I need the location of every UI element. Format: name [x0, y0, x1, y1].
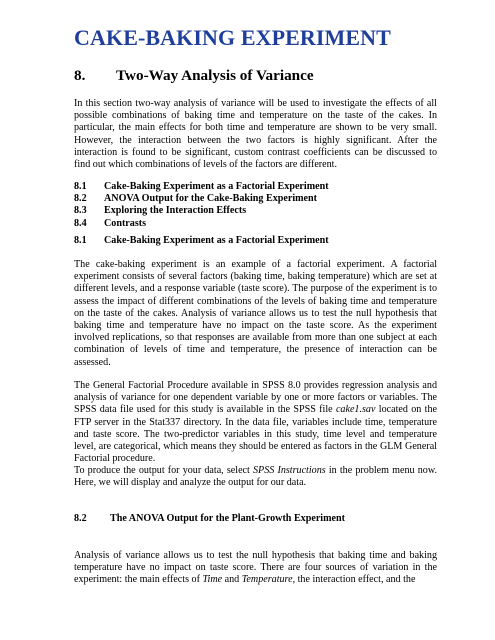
document-title: CAKE-BAKING EXPERIMENT — [74, 25, 391, 50]
term-time: Time — [202, 574, 223, 586]
subsection-heading-8-1: 8.1 Cake-Baking Experiment as a Factorial Experiment — [74, 235, 329, 246]
subsection-8-2-paragraph-1: Analysis of variance allows us to test the null hypothesis that baking time and baking temperature have no impact on taste score. There are four sources of variation in the experiment: the main effects of Time and Temperature, the interaction effect, and the — [74, 550, 437, 586]
term-temperature: Temperature — [241, 574, 293, 586]
subsection-8-1-paragraph-3: To produce the output for your data, select SPSS Instructions in the problem menu now. Here, we will display and analyze the output for our data. — [74, 465, 437, 489]
section-title: Two-Way Analysis of Variance — [116, 67, 314, 84]
spss-instructions-link[interactable]: SPSS Instructions — [253, 465, 326, 476]
toc-item[interactable]: 8.4 Contrasts — [74, 217, 147, 229]
toc-item[interactable]: 8.2 ANOVA Output for the Cake-Baking Experiment — [74, 193, 318, 205]
table-of-contents — [74, 181, 329, 230]
data-file-name: cake1.sav — [335, 404, 376, 416]
toc-item[interactable]: 8.3 Exploring the Interaction Effects — [74, 205, 247, 217]
toc-item[interactable]: 8.1 Cake-Baking Experiment as a Factorial Experiment — [74, 181, 329, 192]
intro-paragraph: In this section two-way analysis of variance will be used to investigate the effects of all possible combinations of baking time and temperature on the taste of the cakes. In particular, the main effects for both time and temperature are shown to be very small. However, the interaction between the two factors is highly significant. After the interaction is found to be significant, custom contrast coefficients can be discussed to find out which combinations of levels of the factors are different. — [74, 98, 437, 171]
subsection-heading-8-2: 8.2 The ANOVA Output for the Plant-Growth Experiment — [74, 513, 345, 524]
subsection-8-1-paragraph-2: The General Factorial Procedure available in SPSS 8.0 provides regression analysis and analysis of variance for one dependent variable by one or more factors or variables. The SPSS data file used for this study is available in the SPSS file cake1.sav located on the FTP server in the Stat337 directory. In the data file, variables include time, temperature and taste score. The two-predictor variables in this study, time level and temperature level, are categorical, which means they should be entered as factors in the GLM General Factorial procedure. — [74, 380, 437, 465]
subsection-8-1-paragraph-1: The cake-baking experiment is an example of a factorial experiment. A factorial experiment consists of several factors (baking time, baking temperature) which are set at different levels, and a response variable (taste score). The purpose of the experiment is to assess the impact of different combinations of the levels of baking time and temperature on the taste of the cakes. Analysis of variance allows us to test the null hypothesis that baking time and temperature have no impact on the taste score. As the experiment involved replications, so that responses are available from more than one subject at each combination of levels of time and temperature, the presence of interaction can be assessed. — [74, 259, 437, 368]
section-heading — [74, 67, 314, 85]
section-number: 8. — [74, 67, 86, 84]
